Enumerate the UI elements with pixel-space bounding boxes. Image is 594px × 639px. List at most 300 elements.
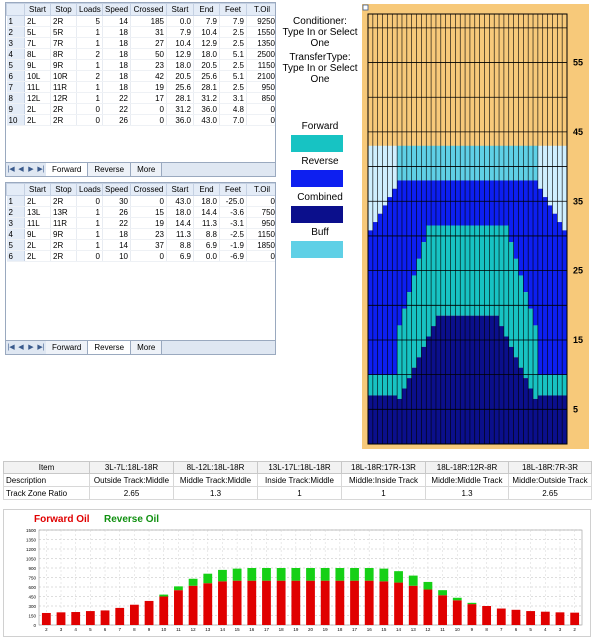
grid-cell[interactable]: 42	[131, 71, 167, 82]
grid-cell[interactable]: 11L	[25, 218, 51, 229]
x-tick-label: 19	[322, 627, 328, 632]
grid-cell[interactable]: 18.0	[167, 207, 194, 218]
column-header[interactable]: T.Oil	[247, 4, 277, 16]
forward-board	[557, 375, 562, 396]
transfer-type-select[interactable]: TransferType: Type In or Select One	[282, 52, 358, 85]
grid-cell[interactable]: 0	[131, 104, 167, 115]
column-header[interactable]: Start	[25, 4, 51, 16]
column-header[interactable]: Loads	[77, 4, 103, 16]
table-row[interactable]	[7, 38, 277, 49]
forward-board	[378, 375, 383, 396]
grid-cell[interactable]: 5L	[25, 27, 51, 38]
sheet-tab-forward[interactable]: Forward	[46, 163, 88, 176]
table-row[interactable]	[7, 240, 277, 251]
column-header[interactable]: Speed	[103, 4, 131, 16]
grid-cell[interactable]: 18.0	[194, 49, 220, 60]
combined-board	[470, 316, 475, 444]
x-tick-label: 6	[514, 627, 518, 632]
grid-cell[interactable]: 9R	[51, 60, 77, 71]
grid-cell[interactable]: 20.5	[167, 71, 194, 82]
grid-cell[interactable]: 2	[77, 49, 103, 60]
column-header[interactable]	[7, 184, 25, 196]
combined-board	[441, 316, 446, 444]
grid-cell[interactable]: 43.0	[167, 196, 194, 207]
grid-cell[interactable]: 18	[103, 38, 131, 49]
grid-cell[interactable]: 2.5	[220, 38, 247, 49]
grid-cell[interactable]: 950	[247, 218, 277, 229]
x-tick-label: 9	[470, 627, 474, 632]
grid-cell[interactable]: 0	[77, 104, 103, 115]
y-tick-label: 1350	[25, 537, 36, 543]
y-tick-label: 900	[28, 566, 36, 571]
forward-grid-panel[interactable]	[5, 2, 276, 177]
table-row[interactable]	[7, 71, 277, 82]
grid-cell[interactable]: -6.9	[220, 251, 247, 262]
summary-cell: Middle:Outside Track	[509, 474, 592, 487]
last-sheet-icon[interactable]: ▶|	[37, 344, 45, 351]
table-row[interactable]	[7, 196, 277, 207]
combined-board	[548, 395, 553, 444]
forward-oil-bar	[365, 581, 374, 625]
reverse-oil-bar	[262, 568, 271, 581]
x-tick-label: 4	[74, 627, 77, 632]
prev-sheet-icon[interactable]: ◀	[18, 344, 24, 351]
grid-cell[interactable]: 13R	[51, 207, 77, 218]
forward-board	[518, 275, 523, 367]
buff-board	[407, 146, 412, 181]
column-header[interactable]: End	[194, 184, 220, 196]
forward-board	[383, 375, 388, 396]
grid-cell[interactable]: 850	[247, 93, 277, 104]
forward-board	[533, 325, 538, 399]
grid-cell[interactable]: 10.4	[167, 38, 194, 49]
grid-cell[interactable]: 37	[131, 240, 167, 251]
grid-cell[interactable]: 18.0	[167, 60, 194, 71]
grid-cell[interactable]: 28.1	[194, 82, 220, 93]
forward-board	[387, 375, 392, 396]
grid-cell[interactable]: 7L	[25, 38, 51, 49]
grid-cell[interactable]: 18	[103, 49, 131, 60]
reverse-board	[383, 205, 388, 374]
grid-cell[interactable]: 0	[247, 104, 277, 115]
grid-cell[interactable]: 2L	[25, 240, 51, 251]
summary-cell: Inside Track:Middle	[258, 474, 342, 487]
column-header[interactable]: Stop	[51, 184, 77, 196]
buff-board	[538, 146, 543, 189]
scale-label: 15	[573, 334, 584, 345]
grid-cell[interactable]: 2L	[25, 251, 51, 262]
grid-cell[interactable]: 10L	[25, 71, 51, 82]
first-sheet-icon[interactable]: |◀	[7, 166, 15, 173]
x-tick-label: 14	[396, 627, 402, 632]
summary-cell: 1.3	[426, 487, 509, 500]
grid-cell[interactable]: 2.5	[220, 60, 247, 71]
forward-oil-bar	[159, 597, 168, 626]
table-row[interactable]	[7, 218, 277, 229]
x-tick-label: 16	[366, 627, 372, 632]
summary-cell: Outside Track:Middle	[90, 474, 174, 487]
reverse-board	[387, 197, 392, 375]
grid-cell[interactable]: 1	[77, 82, 103, 93]
column-header[interactable]: End	[194, 4, 220, 16]
reverse-oil-bar	[218, 570, 227, 581]
grid-cell[interactable]: 31.2	[194, 93, 220, 104]
grid-cell[interactable]: 17	[131, 93, 167, 104]
grid-cell[interactable]: 12L	[25, 93, 51, 104]
row-number: 4	[7, 229, 25, 240]
grid-cell[interactable]: 2R	[51, 104, 77, 115]
grid-cell[interactable]: 26	[103, 115, 131, 126]
prev-sheet-icon[interactable]: ◀	[18, 166, 24, 173]
grid-cell[interactable]: 1	[77, 60, 103, 71]
grid-cell[interactable]: 8L	[25, 49, 51, 60]
conditioner-select[interactable]: Conditioner: Type In or Select One	[282, 16, 358, 49]
reverse-oil-bar	[468, 603, 477, 604]
grid-cell[interactable]: -3.6	[220, 207, 247, 218]
x-tick-label: 20	[307, 627, 314, 632]
grid-cell[interactable]: 12R	[51, 93, 77, 104]
grid-cell[interactable]: 9250	[247, 16, 277, 27]
legend-combined-swatch	[291, 206, 343, 223]
table-row[interactable]	[7, 93, 277, 104]
grid-cell[interactable]: 20.5	[194, 60, 220, 71]
grid-cell[interactable]: 2L	[25, 104, 51, 115]
sheet-tab-bar	[6, 162, 275, 176]
grid-cell[interactable]: 2100	[247, 71, 277, 82]
grid-cell[interactable]: 0	[247, 196, 277, 207]
grid-cell[interactable]: 14.4	[194, 207, 220, 218]
forward-oil-bar	[101, 610, 110, 625]
grid-cell[interactable]: 15	[131, 207, 167, 218]
forward-oil-bar	[247, 581, 256, 625]
grid-cell[interactable]: 7.9	[220, 16, 247, 27]
grid-cell[interactable]: 0	[131, 115, 167, 126]
grid-cell[interactable]: 10.4	[194, 27, 220, 38]
table-row[interactable]	[7, 27, 277, 38]
grid-cell[interactable]: 2500	[247, 49, 277, 60]
grid-cell[interactable]: 18	[103, 82, 131, 93]
table-row[interactable]	[7, 60, 277, 71]
x-tick-label: 10	[454, 627, 460, 632]
grid-cell[interactable]: 2R	[51, 16, 77, 27]
grid-cell[interactable]: 25.6	[194, 71, 220, 82]
combined-board	[538, 395, 543, 444]
lane-oil-map[interactable]	[362, 4, 589, 449]
y-tick-label: 600	[28, 585, 36, 590]
column-header[interactable]: Start	[167, 184, 194, 196]
combined-board	[543, 395, 548, 444]
combined-board	[368, 395, 373, 444]
grid-cell[interactable]: 2R	[51, 240, 77, 251]
grid-cell[interactable]: 30	[103, 196, 131, 207]
grid-cell[interactable]: 750	[247, 207, 277, 218]
grid-cell[interactable]: 12.9	[167, 49, 194, 60]
sheet-tab-forward[interactable]: Forward	[46, 341, 88, 354]
grid-cell[interactable]: 0.0	[167, 16, 194, 27]
grid-cell[interactable]: 2L	[25, 196, 51, 207]
forward-board	[538, 375, 543, 396]
grid-cell[interactable]: 18	[103, 27, 131, 38]
grid-cell[interactable]: 6.9	[167, 251, 194, 262]
row-label: Track Zone Ratio	[4, 487, 90, 500]
grid-cell[interactable]: 11R	[51, 82, 77, 93]
grid-cell[interactable]: 9L	[25, 229, 51, 240]
forward-board	[543, 375, 548, 396]
row-number: 6	[7, 251, 25, 262]
grid-cell[interactable]: 950	[247, 82, 277, 93]
reverse-board	[489, 180, 494, 225]
buff-board	[378, 146, 383, 214]
grid-cell[interactable]: 2R	[51, 251, 77, 262]
summary-column-header: 13L-17L:18L-18R	[258, 462, 342, 474]
grid-cell[interactable]: 2L	[25, 115, 51, 126]
grid-cell[interactable]: 2	[77, 71, 103, 82]
combined-board	[465, 316, 470, 444]
grid-cell[interactable]: 1350	[247, 38, 277, 49]
grid-cell[interactable]: 43.0	[194, 115, 220, 126]
combined-board	[417, 357, 422, 444]
forward-oil-bar	[115, 608, 124, 625]
grid-cell[interactable]: 18	[103, 60, 131, 71]
reverse-oil-bar	[438, 590, 447, 595]
x-tick-label: 17	[352, 627, 358, 632]
grid-cell[interactable]: 27	[131, 38, 167, 49]
grid-cell[interactable]: 9L	[25, 60, 51, 71]
grid-cell[interactable]: 2R	[51, 196, 77, 207]
grid-cell[interactable]: 22	[103, 218, 131, 229]
grid-cell[interactable]: 1	[77, 218, 103, 229]
grid-cell[interactable]: 3.1	[220, 93, 247, 104]
grid-cell[interactable]: 0	[131, 196, 167, 207]
grid-cell[interactable]: 9R	[51, 229, 77, 240]
combined-board	[494, 316, 499, 444]
x-tick-label: 8	[485, 627, 488, 632]
column-header[interactable]: Feet	[220, 4, 247, 16]
grid-cell[interactable]: 31.2	[167, 104, 194, 115]
reverse-oil-bar	[189, 579, 198, 586]
grid-cell[interactable]: 1	[77, 27, 103, 38]
forward-oil-bar	[424, 590, 433, 625]
grid-cell[interactable]: -25.0	[220, 196, 247, 207]
buff-board	[518, 146, 523, 181]
grid-cell[interactable]: 10	[103, 251, 131, 262]
reverse-board	[436, 180, 441, 225]
buff-board	[514, 146, 519, 181]
grid-cell[interactable]: -2.5	[220, 229, 247, 240]
grid-cell[interactable]: 36.0	[194, 104, 220, 115]
forward-grid[interactable]	[6, 3, 276, 126]
reverse-board	[552, 214, 557, 375]
scale-label: 45	[573, 126, 584, 137]
grid-cell[interactable]: 5.1	[220, 71, 247, 82]
buff-board	[368, 146, 373, 231]
grid-cell[interactable]: 14	[103, 240, 131, 251]
grid-cell[interactable]: 8.8	[194, 229, 220, 240]
grid-cell[interactable]: 10R	[51, 71, 77, 82]
x-tick-label: 11	[176, 627, 181, 632]
grid-cell[interactable]: 25.6	[167, 82, 194, 93]
reverse-oil-bar	[291, 568, 300, 581]
grid-cell[interactable]: 28.1	[167, 93, 194, 104]
next-sheet-icon[interactable]: ▶	[28, 344, 34, 351]
grid-cell[interactable]: 8.8	[167, 240, 194, 251]
y-tick-label: 1050	[25, 556, 36, 562]
grid-cell[interactable]: 11.3	[194, 218, 220, 229]
combined-board	[436, 316, 441, 444]
grid-cell[interactable]: 31	[131, 27, 167, 38]
forward-oil-bar	[233, 581, 242, 625]
reverse-grid[interactable]	[6, 183, 276, 262]
grid-cell[interactable]: 2R	[51, 115, 77, 126]
grid-cell[interactable]: 0.0	[194, 251, 220, 262]
grid-cell[interactable]: 19	[131, 218, 167, 229]
buff-board	[548, 146, 553, 206]
buff-board	[412, 146, 417, 181]
sheet-tab-reverse[interactable]: Reverse	[88, 163, 131, 176]
grid-cell[interactable]: 5	[77, 16, 103, 27]
grid-cell[interactable]: 0	[77, 251, 103, 262]
grid-cell[interactable]: 1	[77, 38, 103, 49]
buff-board	[533, 146, 538, 181]
column-header[interactable]: Stop	[51, 4, 77, 16]
table-row[interactable]	[7, 229, 277, 240]
column-header[interactable]: Start	[25, 184, 51, 196]
forward-oil-bar	[71, 612, 80, 625]
grid-cell[interactable]: 1550	[247, 27, 277, 38]
table-row[interactable]	[7, 207, 277, 218]
combined-board	[460, 316, 465, 444]
buff-board	[475, 146, 480, 181]
grid-cell[interactable]: 5.1	[220, 49, 247, 60]
legend-reverse-swatch	[291, 170, 343, 187]
table-row[interactable]	[7, 82, 277, 93]
column-header[interactable]: Speed	[103, 184, 131, 196]
table-row	[4, 487, 592, 500]
combined-board	[387, 395, 392, 444]
grid-cell[interactable]: 4.8	[220, 104, 247, 115]
table-row[interactable]	[7, 49, 277, 60]
grid-cell[interactable]: 0	[77, 196, 103, 207]
grid-cell[interactable]: 1150	[247, 60, 277, 71]
grid-cell[interactable]: 1	[77, 229, 103, 240]
grid-cell[interactable]: 1	[77, 207, 103, 218]
grid-cell[interactable]: 13L	[25, 207, 51, 218]
column-header[interactable]: Crossed	[131, 4, 167, 16]
reverse-board	[431, 180, 436, 225]
grid-cell[interactable]: 14.4	[167, 218, 194, 229]
reverse-oil-bar	[379, 569, 388, 582]
table-row[interactable]	[7, 115, 277, 126]
grid-cell[interactable]: 1850	[247, 240, 277, 251]
next-sheet-icon[interactable]: ▶	[28, 166, 34, 173]
sheet-tab-more[interactable]: More	[131, 163, 162, 176]
grid-cell[interactable]: 1	[77, 93, 103, 104]
forward-oil-bar	[556, 612, 565, 625]
x-tick-label: 5	[529, 627, 532, 632]
grid-cell[interactable]: 11L	[25, 82, 51, 93]
grid-cell[interactable]: -3.1	[220, 218, 247, 229]
table-row[interactable]	[7, 104, 277, 115]
grid-cell[interactable]: 7.9	[167, 27, 194, 38]
grid-cell[interactable]: 185	[131, 16, 167, 27]
reverse-board	[378, 214, 383, 375]
combined-board	[451, 316, 456, 444]
grid-cell[interactable]: 18	[103, 229, 131, 240]
reverse-oil-bar	[335, 568, 344, 581]
grid-cell[interactable]: 12.9	[194, 38, 220, 49]
column-header[interactable]: Start	[167, 4, 194, 16]
grid-cell[interactable]: 23	[131, 60, 167, 71]
grid-cell[interactable]: 0	[77, 115, 103, 126]
grid-cell[interactable]: 0	[247, 115, 277, 126]
grid-cell[interactable]: 8R	[51, 49, 77, 60]
column-header[interactable]: Feet	[220, 184, 247, 196]
grid-cell[interactable]: 22	[103, 104, 131, 115]
grid-cell[interactable]: 1150	[247, 229, 277, 240]
grid-cell[interactable]: 50	[131, 49, 167, 60]
reverse-board	[460, 180, 465, 225]
reverse-grid-panel[interactable]	[5, 182, 276, 355]
grid-cell[interactable]: 22	[103, 93, 131, 104]
table-row[interactable]	[7, 251, 277, 262]
reverse-oil-bar	[174, 586, 183, 590]
grid-cell[interactable]: -1.9	[220, 240, 247, 251]
reverse-board	[441, 180, 446, 225]
grid-cell[interactable]: 26	[103, 207, 131, 218]
y-tick-label: 300	[28, 604, 36, 609]
combined-board	[455, 316, 460, 444]
buff-board	[543, 146, 548, 197]
grid-cell[interactable]: 36.0	[167, 115, 194, 126]
grid-cell[interactable]: 6.9	[194, 240, 220, 251]
grid-cell[interactable]: 19	[131, 82, 167, 93]
sheet-tab-reverse[interactable]: Reverse	[88, 341, 131, 354]
column-header[interactable]: Loads	[77, 184, 103, 196]
reverse-board	[562, 230, 567, 374]
grid-cell[interactable]: 7R	[51, 38, 77, 49]
column-header[interactable]	[7, 4, 25, 16]
x-tick-label: 13	[205, 627, 211, 632]
last-sheet-icon[interactable]: ▶|	[37, 166, 45, 173]
grid-cell[interactable]: 1	[77, 240, 103, 251]
grid-cell[interactable]: 11.3	[167, 229, 194, 240]
summary-cell: 1	[342, 487, 426, 500]
grid-cell[interactable]: 2.5	[220, 27, 247, 38]
reverse-oil-bar	[394, 571, 403, 582]
grid-cell[interactable]: 18.0	[194, 196, 220, 207]
x-tick-label: 15	[234, 627, 240, 632]
table-row[interactable]	[7, 16, 277, 27]
grid-cell[interactable]: 5R	[51, 27, 77, 38]
grid-cell[interactable]: 7.0	[220, 115, 247, 126]
grid-cell[interactable]: 11R	[51, 218, 77, 229]
grid-cell[interactable]: 14	[103, 16, 131, 27]
grid-cell[interactable]: 2L	[25, 16, 51, 27]
grid-cell[interactable]: 23	[131, 229, 167, 240]
grid-cell[interactable]: 7.9	[194, 16, 220, 27]
grid-cell[interactable]: 0	[247, 251, 277, 262]
column-header[interactable]: T.Oil	[247, 184, 277, 196]
forward-oil-bar	[145, 601, 154, 625]
first-sheet-icon[interactable]: |◀	[7, 344, 15, 351]
forward-oil-bar	[335, 581, 344, 625]
scale-label: 55	[573, 57, 584, 68]
grid-cell[interactable]: 18	[103, 71, 131, 82]
column-header[interactable]: Crossed	[131, 184, 167, 196]
sheet-tab-more[interactable]: More	[131, 341, 162, 354]
grid-cell[interactable]: 0	[131, 251, 167, 262]
grid-cell[interactable]: 2.5	[220, 82, 247, 93]
